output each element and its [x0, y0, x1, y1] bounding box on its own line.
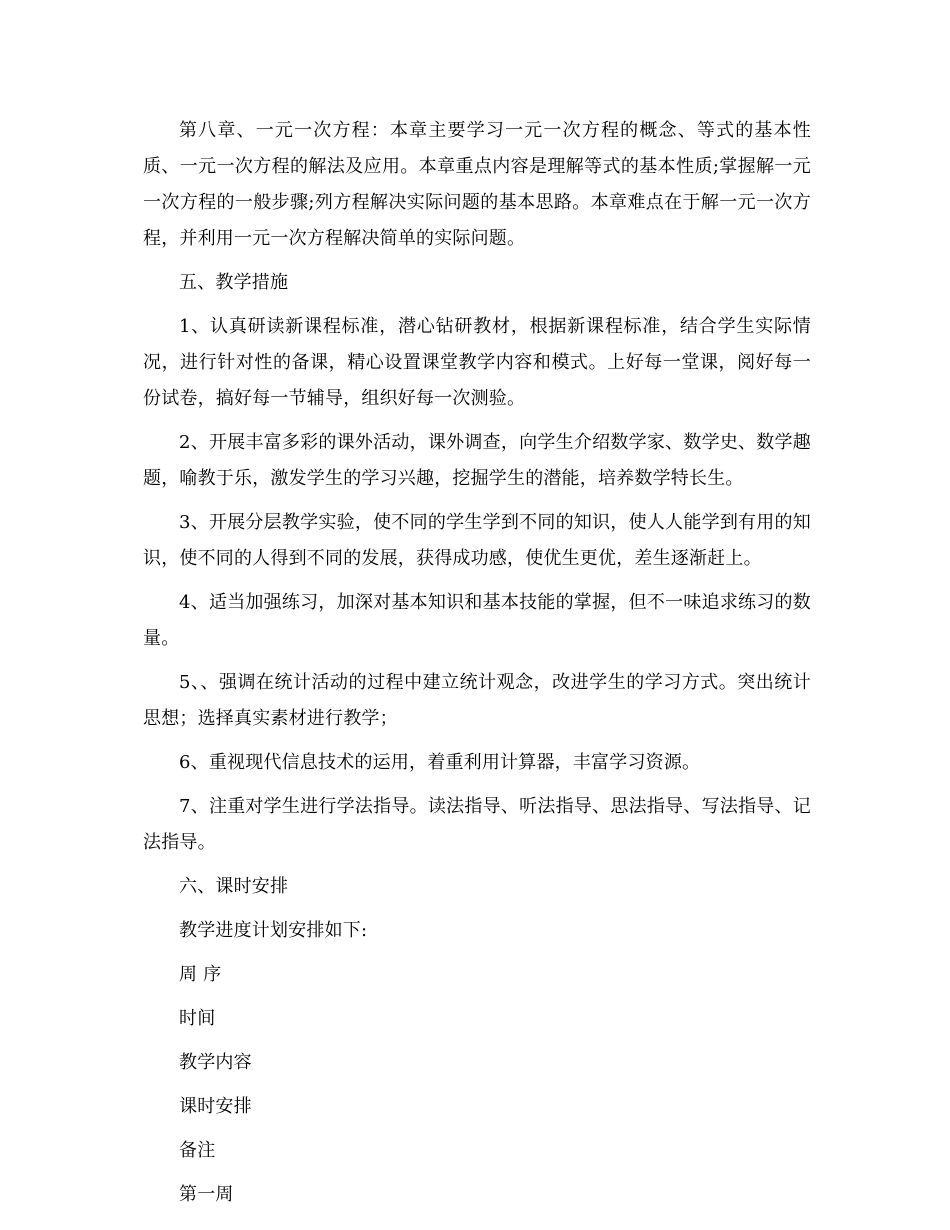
table-header-content: 教学内容 — [179, 1052, 252, 1073]
measure-item-4: 4、适当加强练习，加深对基本知识和基本技能的掌握，但不一味追求练习的数量。 — [143, 592, 811, 649]
measure-item-6: 6、重视现代信息技术的运用，着重利用计算器，丰富学习资源。 — [179, 752, 701, 773]
table-row-week-1: 第一周 — [179, 1184, 234, 1205]
measure-item-2: 2、开展丰富多彩的课外活动，课外调查，向学生介绍数学家、数学史、数学趣题，喻教于乐，激发学生的学习兴趣，挖掘学生的潜能，培养数学特长生。 — [143, 432, 811, 489]
measure-item-5: 5、、强调在统计活动的过程中建立统计观念，改进学生的学习方式。突出统计思想；选择真实素材进行教学； — [143, 672, 811, 729]
table-header-week: 周 序 — [179, 964, 222, 985]
table-header-hours: 课时安排 — [179, 1096, 252, 1117]
schedule-intro: 教学进度计划安排如下: — [179, 920, 368, 941]
measure-item-1: 1、认真研读新课程标准，潜心钻研教材，根据新课程标准，结合学生实际情况，进行针对性的备课，精心设置课堂教学内容和模式。上好每一堂课，阅好每一份试卷，搞好每一节辅导，组织好每一次测验。 — [143, 316, 811, 409]
document-body — [143, 113, 811, 1213]
section-5-heading: 五、教学措施 — [179, 272, 289, 293]
chapter-8-paragraph: 第八章、一元一次方程：本章主要学习一元一次方程的概念、等式的基本性质、一元一次方程的解法及应用。本章重点内容是理解等式的基本性质;掌握解一元一次方程的一般步骤;列方程解决实际问题的基本思路。本章难点在于解一元一次方程，并利用一元一次方程解决简单的实际问题。 — [143, 120, 811, 249]
table-header-notes: 备注 — [179, 1140, 216, 1161]
table-header-time: 时间 — [179, 1008, 216, 1029]
measure-item-3: 3、开展分层教学实验，使不同的学生学到不同的知识，使人人能学到有用的知识，使不同的人得到不同的发展，获得成功感，使优生更优，差生逐渐赶上。 — [143, 512, 811, 569]
measure-item-7: 7、注重对学生进行学法指导。读法指导、听法指导、思法指导、写法指导、记法指导。 — [143, 796, 811, 853]
section-6-heading: 六、课时安排 — [179, 876, 289, 897]
